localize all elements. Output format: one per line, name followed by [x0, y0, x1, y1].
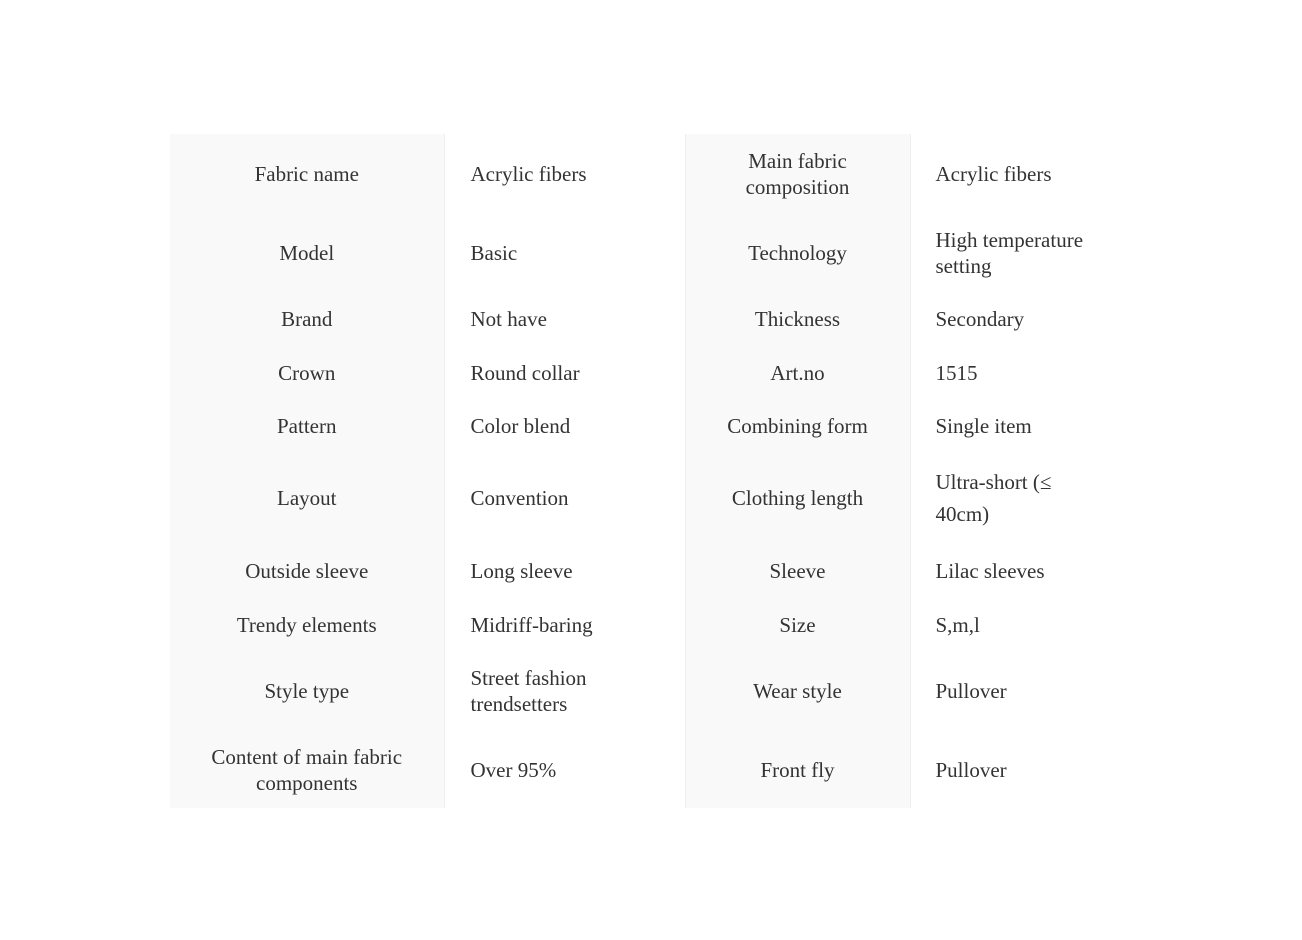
spec-value-text: Pullover: [935, 679, 1007, 703]
spec-value: [910, 544, 1115, 598]
table-row: [170, 399, 1115, 452]
spec-label: [685, 214, 910, 291]
spec-value: [910, 214, 1115, 291]
table-row: [170, 544, 1115, 598]
spec-label-text: Trendy elements: [236, 612, 377, 637]
spec-label: [685, 731, 910, 808]
spec-value-text: Round collar: [470, 360, 580, 385]
spec-value-text: Long sleeve: [470, 559, 573, 583]
spec-value-text: Ultra-short (≤ 40cm): [935, 470, 1052, 526]
spec-value: [910, 452, 1115, 544]
spec-value-text: Single item: [935, 413, 1032, 438]
spec-label-text: Technology: [748, 240, 847, 265]
table-row: [170, 291, 1115, 346]
spec-value-text: Acrylic fibers: [935, 162, 1052, 186]
spec-value: [444, 399, 685, 452]
spec-label: [170, 134, 444, 214]
spec-label-text: Outside sleeve: [245, 559, 369, 583]
spec-value: [444, 346, 685, 399]
spec-label-text: Combining form: [727, 413, 868, 438]
spec-value-text: Pullover: [935, 757, 1007, 782]
spec-label-text: Layout: [277, 486, 337, 510]
spec-label: [685, 651, 910, 731]
product-spec-table: [170, 134, 1115, 808]
spec-label-text: Clothing length: [731, 486, 864, 510]
spec-label: [170, 544, 444, 598]
spec-value: [444, 134, 685, 214]
spec-label: [685, 346, 910, 399]
spec-label-text: Fabric name: [254, 162, 359, 186]
spec-value-text: High temperature setting: [935, 227, 1084, 278]
spec-value-text: Basic: [470, 240, 518, 265]
spec-label-text: Style type: [264, 679, 350, 703]
spec-label: [685, 544, 910, 598]
spec-value-text: S,m,l: [935, 612, 980, 637]
table-row: [170, 134, 1115, 214]
spec-value-text: Secondary: [935, 306, 1025, 331]
spec-value-text: 1515: [935, 360, 978, 385]
table-row: [170, 651, 1115, 731]
spec-label: [685, 291, 910, 346]
spec-value: [910, 291, 1115, 346]
spec-label: [170, 452, 444, 544]
spec-value: [444, 291, 685, 346]
table-row: [170, 598, 1115, 651]
spec-value-text: Acrylic fibers: [470, 162, 587, 186]
spec-label-text: Main fabric composition: [745, 149, 850, 199]
spec-label: [685, 134, 910, 214]
spec-label-text: Thickness: [754, 306, 841, 331]
spec-value-text: Midriff-baring: [470, 612, 593, 637]
spec-label-text: Art.no: [770, 360, 825, 385]
spec-label: [170, 598, 444, 651]
table-row: [170, 731, 1115, 808]
spec-label-text: Brand: [281, 306, 333, 331]
spec-label: [685, 598, 910, 651]
spec-label-text: Front fly: [760, 757, 835, 782]
spec-label-text: Model: [279, 240, 335, 265]
spec-value-text: Not have: [470, 306, 547, 331]
spec-label: [170, 291, 444, 346]
spec-value: [444, 651, 685, 731]
spec-label: [170, 346, 444, 399]
spec-value: [910, 399, 1115, 452]
spec-value: [444, 544, 685, 598]
spec-label: [170, 731, 444, 808]
spec-value: [444, 214, 685, 291]
spec-value: [910, 731, 1115, 808]
spec-value: [444, 452, 685, 544]
spec-label-text: Crown: [278, 360, 336, 385]
spec-value: [910, 134, 1115, 214]
spec-label-text: Wear style: [753, 679, 842, 703]
spec-label-text: Content of main fabric components: [211, 744, 403, 795]
spec-value-text: Lilac sleeves: [935, 559, 1045, 583]
spec-value: [910, 651, 1115, 731]
spec-label: [685, 452, 910, 544]
spec-label: [170, 214, 444, 291]
spec-label: [170, 651, 444, 731]
spec-label-text: Sleeve: [769, 559, 826, 583]
table-row: [170, 452, 1115, 544]
spec-value-text: Color blend: [470, 413, 571, 438]
spec-label-text: Pattern: [277, 413, 337, 438]
spec-value-text: Street fashion trendsetters: [470, 666, 587, 716]
spec-value-text: Over 95%: [470, 757, 557, 782]
spec-value: [444, 598, 685, 651]
spec-value-text: Convention: [470, 486, 569, 510]
table-row: [170, 346, 1115, 399]
spec-label: [170, 399, 444, 452]
table-row: [170, 214, 1115, 291]
spec-value: [910, 346, 1115, 399]
spec-value: [444, 731, 685, 808]
spec-value: [910, 598, 1115, 651]
spec-label: [685, 399, 910, 452]
spec-label-text: Size: [779, 612, 816, 637]
